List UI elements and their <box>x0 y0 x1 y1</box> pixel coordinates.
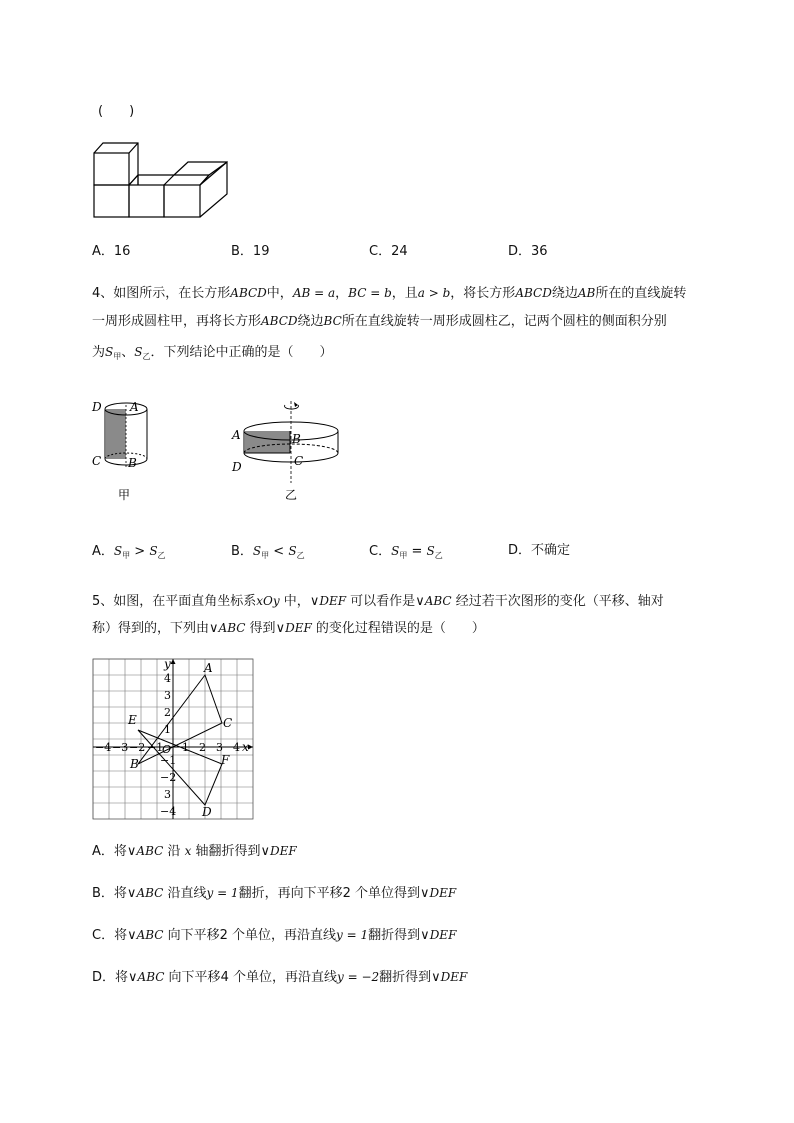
x-tick-neg3: −3 <box>112 741 129 754</box>
q4-option-b[interactable]: B．$S_甲 < S_乙$ <box>231 544 305 560</box>
point-label-a: A <box>204 661 213 675</box>
point-label-f: F <box>221 753 230 767</box>
cyl1-label-a: A <box>130 400 139 414</box>
coordinate-graph <box>92 658 254 820</box>
cyl1-label-d: D <box>92 400 102 414</box>
q4-option-d[interactable]: D．不确定 <box>508 543 571 558</box>
point-label-c: C <box>223 716 233 730</box>
x-tick-4: 4 <box>233 741 240 754</box>
y-tick-2: 2 <box>164 706 171 719</box>
q4-line-1: 4、如图所示，在长方形ABCD中，AB = a，BC = b，且a > b，将长方形ABCD绕边AB所在的直线旋转 <box>92 286 687 301</box>
y-axis-label: y <box>164 658 171 671</box>
cyl2-label-d: D <box>232 460 242 474</box>
cube-stack-figure <box>88 138 238 223</box>
q3-option-c[interactable]: C．24 <box>369 244 408 259</box>
q4-option-a[interactable]: A．$S_甲 > S_乙$ <box>92 544 166 560</box>
q5-line-2: 称）得到的，下列由∨ABC 得到∨DEF 的变化过程错误的是（ ） <box>92 621 485 636</box>
q4-option-c[interactable]: C．$S_甲 = S_乙$ <box>369 544 443 560</box>
cyl1-label-c: C <box>92 454 102 468</box>
origin-label: O <box>162 743 172 756</box>
q5-option-c[interactable]: C．将∨ABC 向下平移2 个单位，再沿直线y = 1翻折得到∨DEF <box>92 928 457 943</box>
x-axis-label: x <box>242 740 249 754</box>
q3-option-b[interactable]: B．19 <box>231 244 270 259</box>
y-tick-neg3: 3 <box>164 788 171 801</box>
x-tick-3: 3 <box>216 741 223 754</box>
q4-line-3: 为$S_甲$、$S_乙$．下列结论中正确的是（ ） <box>92 345 333 361</box>
cylinder-jia-figure <box>88 395 168 505</box>
x-tick-1: 1 <box>182 741 189 754</box>
x-tick-neg4: −4 <box>95 741 112 754</box>
point-label-d: D <box>202 805 212 819</box>
y-tick-4: 4 <box>164 672 171 685</box>
cyl2-caption: 乙 <box>285 488 298 502</box>
q3-paren: ( ) <box>98 104 135 119</box>
cylinder-yi-figure <box>228 395 358 505</box>
y-tick-neg1: −1 <box>160 754 177 767</box>
cyl2-label-a: A <box>232 428 241 442</box>
q5-option-d[interactable]: D．将∨ABC 向下平移4 个单位，再沿直线y = −2翻折得到∨DEF <box>92 970 468 985</box>
q5-option-b[interactable]: B．将∨ABC 沿直线y = 1翻折，再向下平移2 个单位得到∨DEF <box>92 886 457 901</box>
y-tick-1: 1 <box>164 723 171 736</box>
q5-line-1: 5、如图，在平面直角坐标系xOy 中，∨DEF 可以看作是∨ABC 经过若干次图形的变化（平移、轴对 <box>92 594 664 609</box>
x-tick-2: 2 <box>199 741 206 754</box>
cyl2-label-b: B <box>292 432 301 446</box>
cyl2-label-c: C <box>294 454 304 468</box>
y-tick-3: 3 <box>164 689 171 702</box>
y-tick-neg4: −4 <box>160 805 177 818</box>
cyl1-label-b: B <box>128 456 137 470</box>
q5-option-a[interactable]: A．将∨ABC 沿 x 轴翻折得到∨DEF <box>92 844 297 859</box>
q3-option-a[interactable]: A．16 <box>92 244 131 259</box>
q3-option-d[interactable]: D．36 <box>508 244 548 259</box>
x-tick-neg2: −2 <box>129 741 146 754</box>
point-label-e: E <box>128 713 137 727</box>
x-tick-neg1: −1 <box>147 741 164 754</box>
y-tick-neg2: −2 <box>160 771 177 784</box>
point-label-b: B <box>130 757 139 771</box>
cyl1-caption: 甲 <box>118 488 131 502</box>
q4-line-2: 一周形成圆柱甲，再将长方形ABCD绕边BC所在直线旋转一周形成圆柱乙，记两个圆柱的侧面积分别 <box>92 314 667 329</box>
